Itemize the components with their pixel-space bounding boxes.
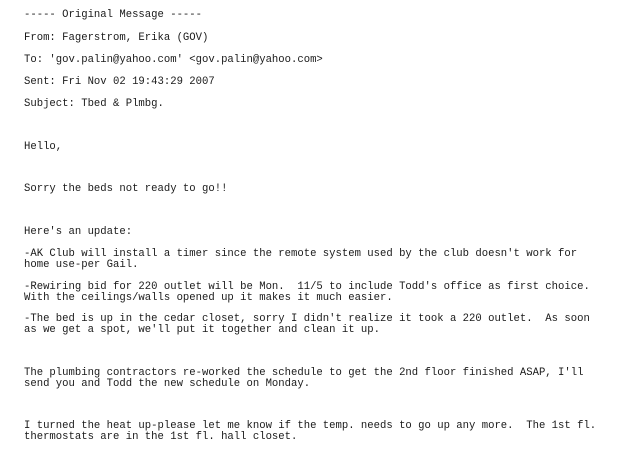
- to-line: To: 'gov.palin@yahoo.com' <gov.palin@yahoo.com>: [24, 54, 323, 66]
- apology-line: Sorry the beds not ready to go!!: [24, 183, 228, 195]
- update-item-1-line-2: home use-per Gail.: [24, 259, 139, 271]
- update-item-2-line-1: -Rewiring bid for 220 outlet will be Mon. 11/5 to include Todd's office as first choice.: [24, 281, 590, 293]
- update-item-1-line-1: -AK Club will install a timer since the remote system used by the club doesn't work for: [24, 248, 578, 260]
- update-intro: Here's an update:: [24, 226, 133, 238]
- from-line: From: Fagerstrom, Erika (GOV): [24, 32, 209, 44]
- greeting: Hello,: [24, 141, 63, 153]
- subject-line: Subject: Tbed & Plmbg.: [24, 98, 164, 110]
- heat-line-1: I turned the heat up-please let me know if the temp. needs to go up any more. The 1st fl.: [24, 420, 597, 432]
- heat-line-2: thermostats are in the 1st fl. hall closet.: [24, 431, 298, 443]
- update-item-3-line-2: as we get a spot, we'll put it together and clean it up.: [24, 324, 381, 336]
- update-item-3-line-1: -The bed is up in the cedar closet, sorry I didn't realize it took a 220 outlet. As soon: [24, 313, 590, 325]
- plumbing-line-2: send you and Todd the new schedule on Monday.: [24, 378, 311, 390]
- plumbing-line-1: The plumbing contractors re-worked the schedule to get the 2nd floor finished ASAP, I'll: [24, 367, 584, 379]
- sent-line: Sent: Fri Nov 02 19:43:29 2007: [24, 76, 215, 88]
- update-item-2-line-2: With the ceilings/walls opened up it makes it much easier.: [24, 292, 393, 304]
- separator-line: ----- Original Message -----: [24, 9, 203, 21]
